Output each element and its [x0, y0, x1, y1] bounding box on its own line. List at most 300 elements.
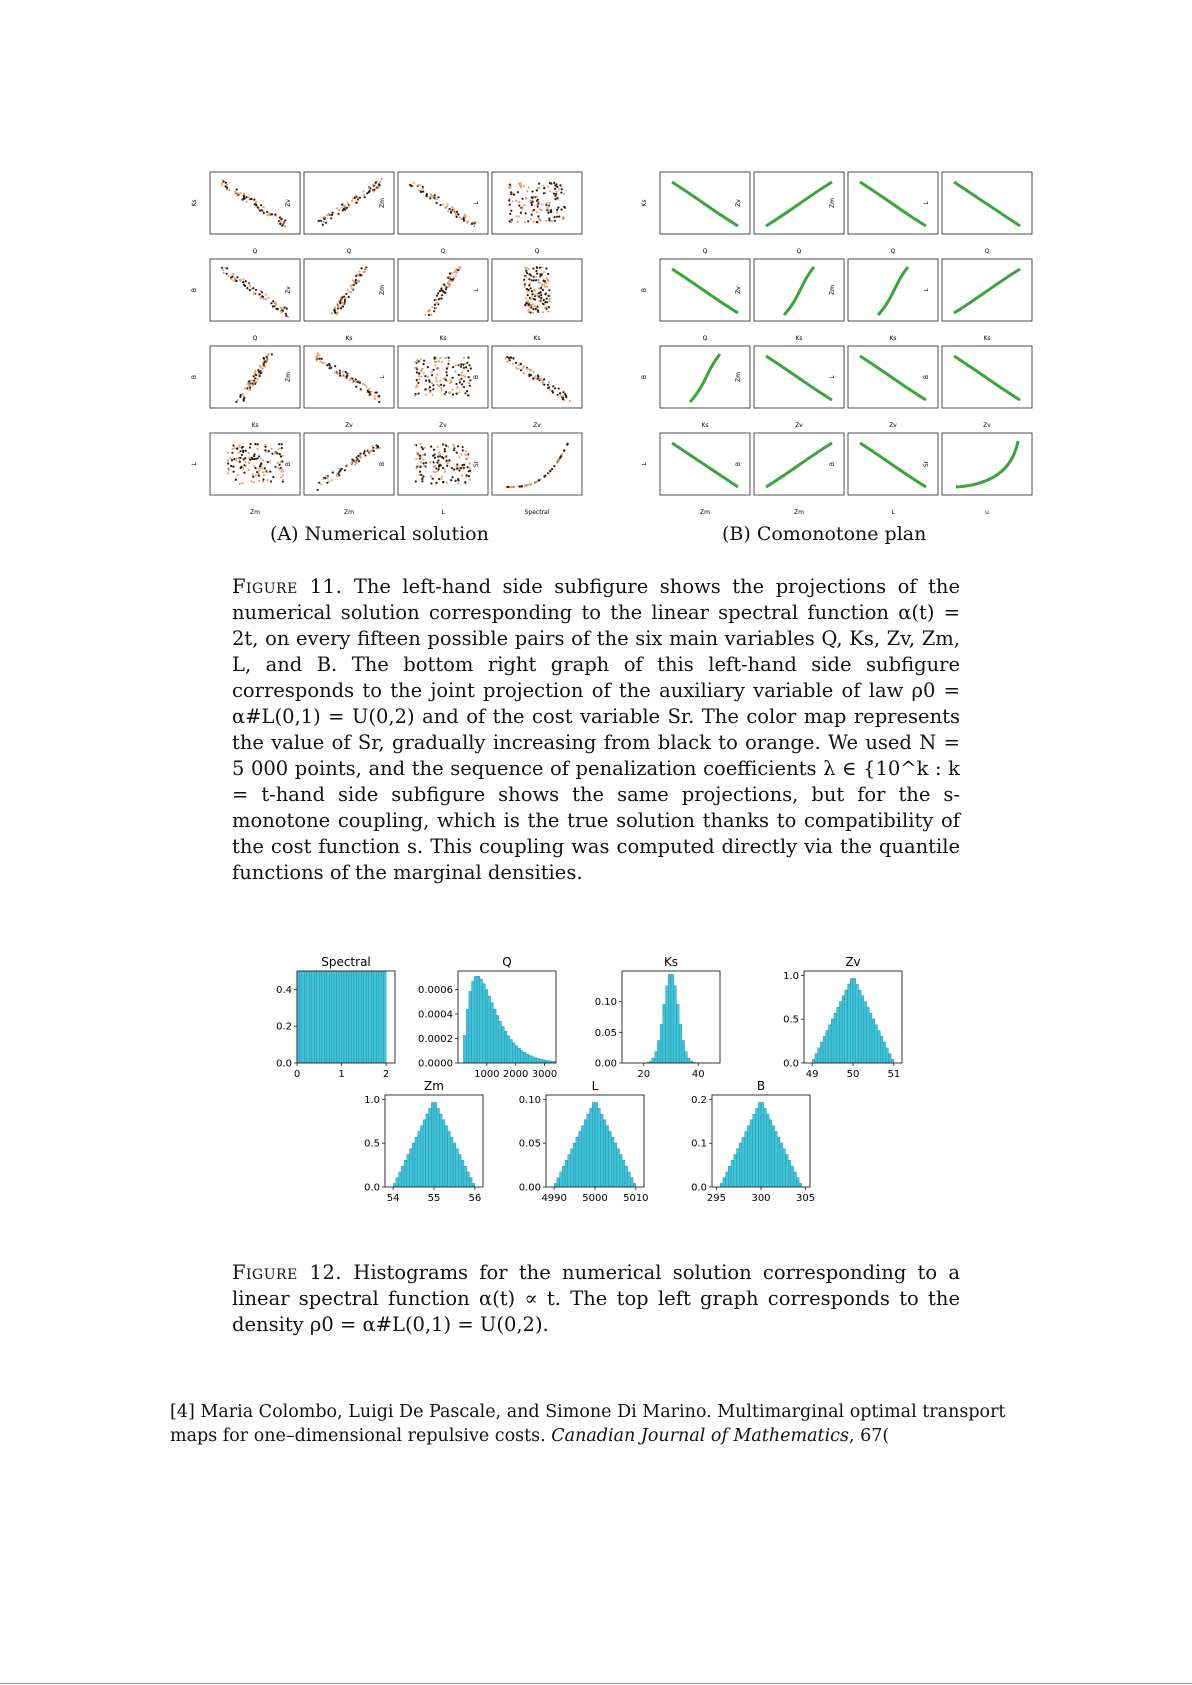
histogram-bar [329, 971, 332, 1063]
scatter-point [519, 485, 521, 487]
scatter-point [442, 481, 444, 483]
scatter-point [553, 193, 555, 195]
scatter-point [456, 393, 458, 395]
scatter-point [468, 382, 470, 384]
panel-x-label: Q [252, 335, 258, 342]
scatter-point [233, 280, 235, 282]
scatter-point [533, 289, 535, 291]
scatter-point [260, 457, 262, 459]
scatter-point [442, 203, 444, 205]
y-tick-label: 0.0 [364, 1182, 380, 1194]
scatter-point [282, 479, 284, 481]
histogram-bar [674, 986, 677, 1063]
scatter-point [375, 188, 377, 190]
histogram-bar [324, 971, 327, 1063]
histogram-title: Zv [845, 955, 861, 969]
scatter-point [336, 207, 338, 209]
scatter-point [262, 459, 264, 461]
histogram-bar [314, 971, 317, 1063]
scatter-point [523, 372, 525, 374]
scatter-point [225, 182, 227, 184]
scatter-point [522, 367, 524, 369]
scatter-point [505, 358, 507, 360]
scatter-point [275, 301, 277, 303]
scatter-point [558, 388, 560, 390]
scatter-point [330, 217, 332, 219]
scatter-point [248, 385, 250, 387]
x-tick-label: 0 [293, 1069, 301, 1080]
histogram-bar [603, 1120, 606, 1187]
scatter-point [353, 281, 355, 283]
scatter-point [452, 476, 454, 478]
histogram-title: Ks [663, 955, 679, 969]
scatter-point [565, 396, 567, 398]
scatter-point [423, 447, 425, 449]
scatter-point [526, 368, 528, 370]
scatter-point [540, 292, 542, 294]
scatter-point [508, 199, 510, 201]
scatter-point [438, 478, 440, 480]
scatter-point [370, 391, 372, 393]
scatter-point [352, 381, 354, 383]
scatter-point [419, 471, 421, 473]
scatter-point [364, 454, 366, 456]
x-tick-label: 295 [706, 1193, 727, 1204]
scatter-point [444, 471, 446, 473]
scatter-point [560, 455, 562, 457]
scatter-point [463, 367, 465, 369]
scatter-point [355, 202, 357, 204]
scatter-point [250, 198, 252, 200]
scatter-point [528, 284, 530, 286]
scatter-point [418, 375, 420, 377]
scatter-point [375, 182, 377, 184]
scatter-point [281, 447, 283, 449]
scatter-point [466, 457, 468, 459]
scatter-point [423, 462, 425, 464]
scatter-point [453, 469, 455, 471]
scatter-point [375, 392, 377, 394]
comonotone-panel [735, 433, 844, 516]
scatter-point [548, 289, 550, 291]
scatter-point [369, 190, 371, 192]
histogram-ks [595, 955, 720, 1080]
scatter-point [546, 207, 548, 209]
scatter-point [277, 308, 279, 310]
scatter-point [244, 457, 246, 459]
scatter-point [457, 213, 459, 215]
histogram-bar [850, 979, 853, 1064]
histogram-bar [332, 971, 335, 1063]
scatter-point [370, 450, 372, 452]
scatter-point [466, 221, 468, 223]
scatter-point [451, 467, 453, 469]
histogram-bar [737, 1149, 740, 1187]
scatter-point [341, 296, 343, 298]
histogram-bar [796, 1178, 799, 1187]
scatter-point [456, 216, 458, 218]
histogram-bar [568, 1155, 571, 1188]
y-tick-label: 0.10 [518, 1094, 541, 1106]
histogram-bar [448, 1131, 451, 1187]
histogram-bar [384, 971, 387, 1063]
scatter-point [540, 294, 542, 296]
scatter-point [509, 184, 511, 186]
scatter-point [338, 213, 340, 215]
scatter-point [533, 221, 535, 223]
scatter-point [365, 450, 367, 452]
histogram-bar [437, 1108, 440, 1187]
histogram-bar [493, 1009, 496, 1063]
panel-y-label: B [379, 461, 386, 467]
x-tick-label: 40 [691, 1069, 705, 1080]
histogram-bar [364, 971, 367, 1063]
y-tick-label: 0.4 [276, 984, 292, 996]
scatter-point [461, 475, 463, 477]
scatter-point [421, 480, 423, 482]
histogram-bar [820, 1042, 823, 1063]
scatter-point [359, 274, 361, 276]
histogram-bar [799, 1183, 802, 1187]
scatter-point [521, 198, 523, 200]
histogram-bar [327, 971, 330, 1063]
panel-x-label: Ks [983, 335, 991, 342]
scatter-point [317, 489, 319, 491]
scatter-point [337, 305, 339, 307]
histogram-bar [620, 1155, 623, 1188]
scatter-point [266, 471, 268, 473]
histogram-bar [720, 1183, 723, 1187]
scatter-point [378, 395, 380, 397]
panel-y-label: Ks [191, 199, 198, 207]
scatter-point [441, 478, 443, 480]
scatter-point [464, 363, 466, 365]
panel-x-label: Q [534, 248, 540, 255]
scatter-point [445, 445, 447, 447]
scatter-point [344, 205, 346, 207]
panel-y-label: Sr [473, 460, 480, 468]
subcaption-a: (A) Numerical solution [270, 523, 489, 545]
scatter-point [227, 452, 229, 454]
scatter-point [425, 462, 427, 464]
scatter-point [537, 200, 539, 202]
histogram-bar [540, 1059, 543, 1063]
y-tick-label: 0.0002 [418, 1033, 453, 1045]
scatter-point [455, 364, 457, 366]
scatter-point [354, 461, 356, 463]
histogram-bar [679, 1024, 682, 1063]
scatter-point [519, 184, 521, 186]
panel-x-label: Zv [983, 422, 991, 429]
panel-y-label: L [379, 375, 386, 379]
scatter-point [433, 461, 435, 463]
panel-x-label: Q [984, 248, 990, 255]
histogram-bar [764, 1108, 767, 1187]
scatter-point [449, 283, 451, 285]
panel-x-label: Q [440, 248, 446, 255]
histogram-bar [300, 971, 303, 1063]
scatter-point [521, 208, 523, 210]
scatter-point [362, 191, 364, 193]
scatter-point [416, 452, 418, 454]
scatter-point [236, 276, 238, 278]
scatter-point [465, 366, 467, 368]
histogram-bar [429, 1108, 432, 1187]
scatter-point [447, 462, 449, 464]
numerical-panel [285, 259, 394, 342]
scatter-point [282, 455, 284, 457]
scatter-point [545, 220, 547, 222]
scatter-point [248, 283, 250, 285]
scatter-point [284, 219, 286, 221]
figure-11-label: Figure 11. [232, 575, 343, 598]
scatter-point [447, 203, 449, 205]
reference-tail: , 67( [848, 1426, 890, 1446]
scatter-point [316, 359, 318, 361]
scatter-point [350, 291, 352, 293]
scatter-point [524, 283, 526, 285]
histogram-bar [753, 1114, 756, 1187]
scatter-point [352, 197, 354, 199]
scatter-point [334, 372, 336, 374]
scatter-point [349, 204, 351, 206]
comonotone-panel [923, 346, 1032, 429]
comonotone-panel [829, 433, 938, 516]
scatter-point [237, 474, 239, 476]
numerical-panel [473, 433, 582, 516]
histogram-bar [496, 1015, 499, 1063]
scatter-point [544, 307, 546, 309]
scatter-point [255, 381, 257, 383]
scatter-point [226, 267, 228, 269]
scatter-point [512, 200, 514, 202]
comonotone-panel [829, 259, 938, 342]
scatter-point [343, 375, 345, 377]
comonotone-panel [641, 259, 750, 342]
histogram-bar [342, 971, 345, 1063]
scatter-point [363, 194, 365, 196]
scatter-point [529, 483, 531, 485]
scatter-point [451, 206, 453, 208]
histogram-bar [562, 1166, 565, 1187]
scatter-point [527, 311, 529, 313]
histogram-bar [831, 1019, 834, 1063]
scatter-point [432, 478, 434, 480]
scatter-point [341, 375, 343, 377]
scatter-point [429, 197, 431, 199]
comonotone-panel [735, 259, 844, 342]
histogram-bar [756, 1108, 759, 1187]
scatter-point [473, 225, 475, 227]
scatter-point [510, 191, 512, 193]
scatter-point [344, 469, 346, 471]
scatter-point [242, 451, 244, 453]
scatter-point [415, 480, 417, 482]
scatter-point [541, 203, 543, 205]
histogram-bar [463, 1035, 466, 1063]
scatter-point [439, 357, 441, 359]
scatter-point [436, 462, 438, 464]
scatter-point [249, 459, 251, 461]
scatter-point [260, 372, 262, 374]
scatter-point [525, 276, 527, 278]
histogram-bar [379, 971, 382, 1063]
figure-11-caption-body: The left-hand side subfigure shows the projections of the numerical solution corresponding to the linear spectral function α(t) = 2t, on every fifteen possible pairs of the six main variables Q, Ks, Zv, Zm, L, and B. The bottom right graph of this left-hand side subfigure corresponds to the joint projection of the auxiliary variable of law ρ0 = α#L(0,1) = U(0,2) and of the cost variable Sr. The color map represents the value of Sr, gradually increasing from black to orange. We used N = 5 000 points, and the sequence of penalization coefficients λ ∈ {10^k : k = t-hand side subfigure shows the same projections, but for the s-monotone coupling, which is the true solution thanks to compatibility of the cost function s. This coupling was computed directly via the quantile functions of the marginal densities. [232, 575, 960, 884]
scatter-point [342, 371, 344, 373]
scatter-point [524, 221, 526, 223]
panel-x-label: Ks [439, 335, 447, 342]
scatter-point [424, 375, 426, 377]
scatter-point [254, 377, 256, 379]
scatter-point [541, 301, 543, 303]
scatter-point [528, 306, 530, 308]
scatter-point [536, 306, 538, 308]
scatter-point [414, 361, 416, 363]
scatter-point [456, 272, 458, 274]
scatter-point [243, 464, 245, 466]
comonotone-panel [829, 346, 938, 429]
scatter-point [323, 216, 325, 218]
scatter-point [532, 267, 534, 269]
scatter-point [451, 381, 453, 383]
scatter-point [236, 448, 238, 450]
scatter-point [344, 208, 346, 210]
scatter-point [248, 457, 250, 459]
scatter-point [422, 459, 424, 461]
scatter-point [378, 187, 380, 189]
scatter-point [468, 470, 470, 472]
scatter-point [526, 190, 528, 192]
scatter-point [525, 212, 527, 214]
scatter-point [560, 394, 562, 396]
numerical-panel [379, 346, 488, 429]
scatter-point [357, 455, 359, 457]
scatter-point [526, 304, 528, 306]
scatter-point [543, 378, 545, 380]
scatter-point [236, 188, 238, 190]
scatter-point [547, 387, 549, 389]
histogram-bar [769, 1120, 772, 1187]
scatter-point [445, 371, 447, 373]
scatter-point [538, 217, 540, 219]
histogram-bar [606, 1126, 609, 1187]
scatter-point [564, 393, 566, 395]
scatter-point [359, 457, 361, 459]
scatter-point [342, 302, 344, 304]
scatter-point [449, 208, 451, 210]
scatter-point [223, 180, 225, 182]
scatter-point [569, 400, 571, 402]
scatter-point [529, 311, 531, 313]
histogram-bar [393, 1183, 396, 1187]
scatter-point [538, 183, 540, 185]
scatter-point [443, 384, 445, 386]
scatter-point [329, 367, 331, 369]
scatter-point [431, 374, 433, 376]
scatter-point [326, 364, 328, 366]
histogram-bar [614, 1143, 617, 1187]
panel-y-label: B [191, 374, 198, 380]
scatter-point [437, 446, 439, 448]
scatter-point [247, 196, 249, 198]
scatter-point [232, 466, 234, 468]
scatter-point [520, 369, 522, 371]
scatter-point [253, 481, 255, 483]
scatter-point [436, 198, 438, 200]
histogram-bar [499, 1021, 502, 1063]
scatter-point [326, 214, 328, 216]
scatter-point [447, 210, 449, 212]
scatter-point [228, 189, 230, 191]
scatter-point [543, 185, 545, 187]
scatter-point [346, 373, 348, 375]
scatter-point [465, 450, 467, 452]
histogram-bar [467, 1172, 470, 1187]
scatter-point [453, 276, 455, 278]
scatter-point [419, 184, 421, 186]
scatter-point [264, 467, 266, 469]
scatter-point [234, 277, 236, 279]
scatter-point [533, 209, 535, 211]
scatter-point [563, 216, 565, 218]
scatter-point [231, 276, 233, 278]
scatter-point [548, 218, 550, 220]
histogram-bar [815, 1054, 818, 1063]
reference-entry [170, 1400, 1050, 1448]
x-tick-label: 55 [427, 1193, 441, 1204]
histogram-bar [864, 1002, 867, 1063]
scatter-point [557, 207, 559, 209]
histogram-title: B [756, 1079, 766, 1093]
scatter-point [244, 387, 246, 389]
scatter-point [533, 298, 535, 300]
scatter-point [508, 187, 510, 189]
scatter-point [561, 188, 563, 190]
scatter-point [240, 192, 242, 194]
panel-x-label: Q [346, 248, 352, 255]
scatter-point [260, 462, 262, 464]
scatter-point [278, 467, 280, 469]
scatter-point [280, 455, 282, 457]
scatter-point [368, 388, 370, 390]
panel-y-label: L [923, 201, 930, 205]
scatter-point [232, 444, 234, 446]
scatter-point [432, 384, 434, 386]
histogram-bar [401, 1166, 404, 1187]
numerical-panel [473, 346, 582, 429]
scatter-point [369, 393, 371, 395]
histogram-bar [371, 971, 374, 1063]
panel-y-label: Sr [923, 460, 930, 468]
scatter-point [537, 206, 539, 208]
histogram-bar [434, 1103, 437, 1188]
scatter-point [546, 306, 548, 308]
histogram-bar [853, 979, 856, 1064]
scatter-point [226, 186, 228, 188]
histogram-bar [845, 990, 848, 1063]
scatter-point [267, 461, 269, 463]
scatter-point [436, 202, 438, 204]
scatter-point [278, 448, 280, 450]
y-tick-label: 0.00 [518, 1182, 541, 1194]
scatter-point [506, 361, 508, 363]
scatter-point [231, 452, 233, 454]
scatter-point [286, 308, 288, 310]
figure-12-histograms [0, 925, 1192, 1255]
scatter-point [554, 220, 556, 222]
reference-text: Maria Colombo, Luigi De Pascale, and Simone Di Marino. Multimarginal optimal transport maps for one–dimensional repulsive costs. [170, 1402, 1006, 1446]
scatter-point [547, 384, 549, 386]
